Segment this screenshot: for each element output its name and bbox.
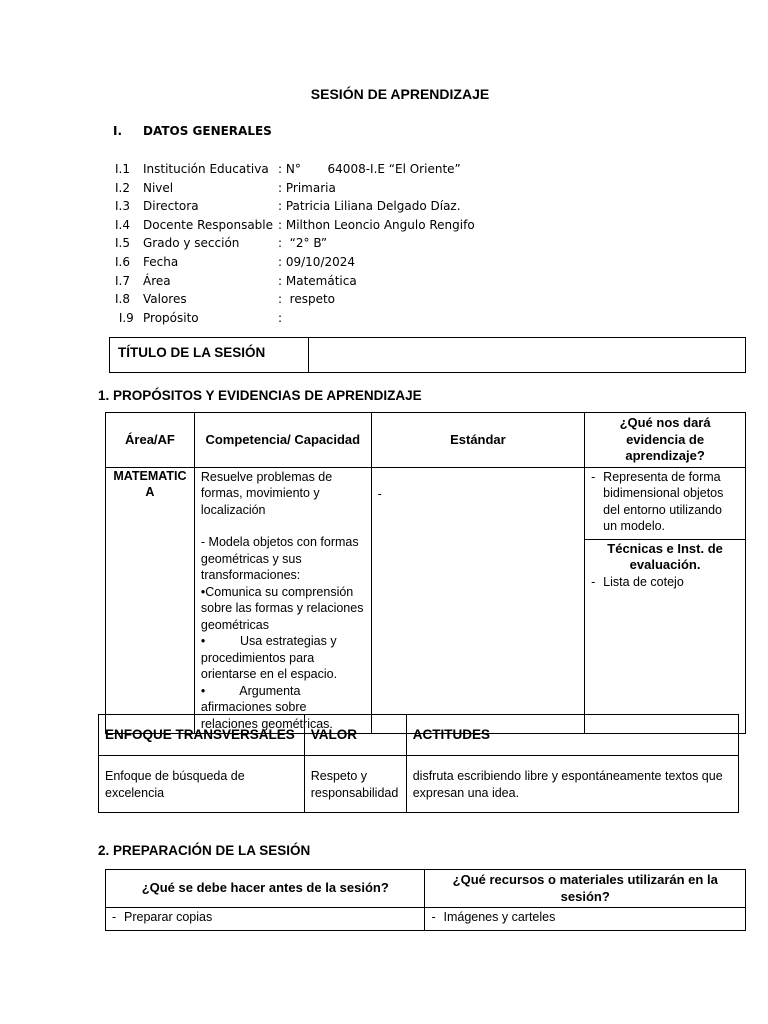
- general-row: [115, 197, 475, 216]
- row-number: I.7: [115, 273, 130, 288]
- session-title-box: [109, 337, 746, 373]
- general-row: [115, 272, 475, 291]
- row-number: I.3: [115, 199, 130, 214]
- evidence-text: Representa de forma bidimensional objetos del entorno utilizando un modelo.: [603, 469, 724, 533]
- purposes-heading: 1. PROPÓSITOS Y EVIDENCIAS DE APRENDIZAJE: [98, 388, 422, 403]
- actitudes-cell: disfruta escribiendo libre y espontáneamente textos que expresan una idea.: [406, 756, 738, 813]
- capacity-item: • Argumenta afirmaciones sobre relaciones geométricas.: [200, 683, 333, 731]
- session-title-label: TÍTULO DE LA SESIÓN: [110, 338, 309, 372]
- row-number: I.8: [115, 292, 130, 307]
- row-label: Institución Educativa: [143, 162, 269, 176]
- enfoque-cell: Enfoque de búsqueda de excelencia: [99, 756, 305, 813]
- row-label: Valores: [143, 292, 187, 307]
- general-row: [115, 179, 475, 198]
- capacity-item: •Comunica su comprensión sobre las formas y relaciones geométricas: [200, 584, 364, 632]
- table-row: [106, 467, 746, 539]
- valor-cell: Respeto y responsabilidad: [304, 756, 406, 813]
- header-standard: Estándar: [371, 413, 585, 468]
- section-datos-generales-heading: [113, 124, 272, 138]
- row-value: : respeto: [278, 292, 336, 307]
- general-row: [115, 234, 475, 253]
- table-header-row: [99, 715, 739, 756]
- table-row: [99, 756, 739, 813]
- general-row: [115, 160, 475, 179]
- competence-text: Resuelve problemas de formas, movimiento y localización: [200, 469, 333, 517]
- resources-cell: - Imágenes y carteles: [425, 908, 746, 931]
- before-text: Preparar copias: [124, 910, 213, 924]
- table-header-row: [106, 413, 746, 468]
- general-row: [115, 309, 475, 328]
- capacity-item: • Usa estrategias y procedimientos para orientarse en el espacio.: [200, 634, 341, 681]
- row-value: :: [278, 310, 283, 325]
- header-valor: VALOR: [304, 715, 406, 756]
- preparation-table: [105, 869, 746, 931]
- purposes-table: [105, 412, 746, 734]
- general-row: [115, 216, 475, 235]
- row-label: Fecha: [143, 254, 179, 269]
- row-label: Grado y sección: [143, 236, 240, 251]
- header-competence: Competencia/ Capacidad: [194, 413, 371, 468]
- evidence-cell: - Representa de forma bidimensional objetos del entorno utilizando un modelo.: [585, 467, 746, 539]
- techniques-cell: Técnicas e Inst. de evaluación. - Lista de cotejo: [585, 539, 746, 733]
- row-label: Docente Responsable: [143, 217, 274, 232]
- general-data-list: [115, 160, 475, 327]
- row-value: : Patricia Liliana Delgado Díaz.: [278, 199, 461, 214]
- transversal-table: [98, 714, 739, 813]
- header-before: ¿Qué se debe hacer antes de la sesión?: [106, 870, 425, 908]
- capacity-item: - Modela objetos con formas geométricas y sus transformaciones:: [200, 535, 359, 582]
- techniques-header: Técnicas e Inst. de evaluación.: [607, 540, 723, 573]
- row-number: I.1: [115, 162, 130, 176]
- section-label: DATOS GENERALES: [143, 124, 272, 138]
- row-label: Directora: [143, 199, 199, 214]
- table-row: [106, 908, 746, 931]
- standard-value: -: [377, 486, 382, 501]
- row-number: I.6: [115, 254, 130, 269]
- standard-cell: [371, 467, 585, 734]
- row-value: : N° 64008-I.E “El Oriente”: [278, 162, 461, 176]
- row-value: : Matemática: [278, 273, 357, 288]
- preparation-heading: 2. PREPARACIÓN DE LA SESIÓN: [98, 843, 311, 858]
- row-number: I.2: [115, 180, 130, 195]
- row-value: : Primaria: [278, 180, 336, 195]
- row-label: Propósito: [143, 310, 199, 325]
- technique-text: Lista de cotejo: [603, 574, 684, 589]
- table-header-row: [106, 870, 746, 908]
- row-number: I.9: [115, 310, 134, 325]
- competence-cell: [194, 467, 371, 734]
- row-number: I.4: [115, 217, 130, 232]
- header-resources: ¿Qué recursos o materiales utilizarán en la sesión?: [425, 870, 746, 908]
- area-cell: MATEMATICA: [106, 467, 195, 734]
- page-title: SESIÓN DE APRENDIZAJE: [310, 86, 490, 102]
- row-value: : Milthon Leoncio Angulo Rengifo: [278, 217, 475, 232]
- row-value: : 09/10/2024: [278, 254, 356, 269]
- resources-text: Imágenes y carteles: [443, 910, 556, 924]
- general-row: [115, 290, 475, 309]
- general-row: [115, 253, 475, 272]
- header-area: Área/AF: [106, 413, 195, 468]
- header-enfoque: ENFOQUE TRANSVERSALES: [99, 715, 305, 756]
- header-evidence: ¿Qué nos dará evidencia de aprendizaje?: [585, 413, 746, 468]
- row-number: I.5: [115, 236, 130, 251]
- row-label: Nivel: [143, 180, 174, 195]
- row-value: : “2° B”: [278, 236, 328, 251]
- header-actitudes: ACTITUDES: [406, 715, 738, 756]
- section-number: I.: [113, 124, 123, 138]
- before-cell: - Preparar copias: [106, 908, 425, 931]
- row-label: Área: [143, 273, 171, 288]
